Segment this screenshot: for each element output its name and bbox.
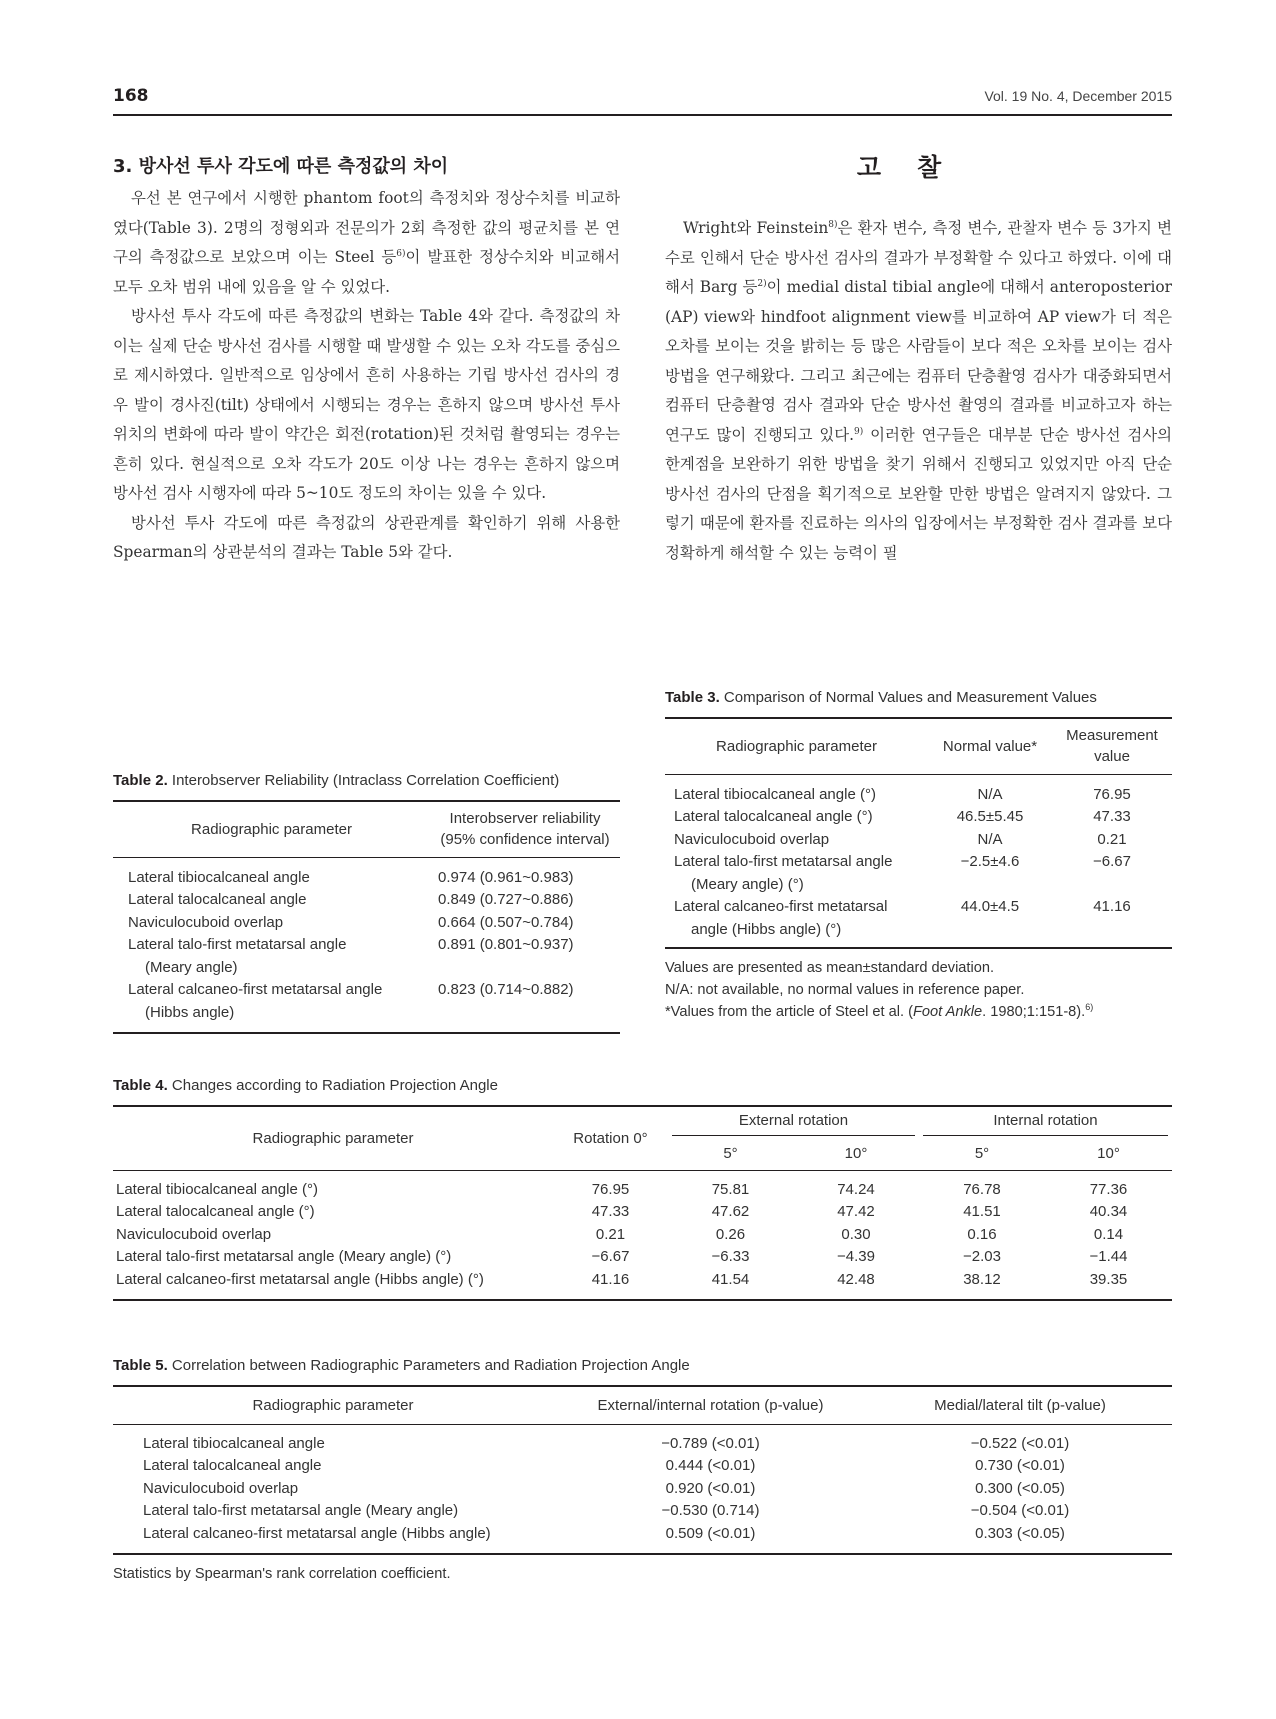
column-header: Measurement value — [1066, 727, 1158, 766]
row-label: Lateral calcaneo-first metatarsal angle (Hibbs angle) — [143, 1524, 491, 1542]
column-group-header: External rotation — [668, 1106, 919, 1138]
table-label: Table 5. — [113, 1357, 168, 1374]
param-name: Lateral talo-first metatarsal angle — [674, 853, 893, 870]
ext-10-value: 47.42 — [837, 1203, 875, 1220]
table-row — [665, 851, 1172, 896]
int-10-value: 77.36 — [1089, 1180, 1128, 1198]
rotation-0-value: 41.16 — [591, 1270, 630, 1288]
citation-wright: 8) — [828, 220, 838, 230]
table-3 — [665, 688, 1172, 1023]
row-label: Lateral talocalcaneal angle — [143, 1457, 322, 1474]
table-row — [113, 979, 620, 1033]
param-name: Lateral calcaneo-first metatarsal — [674, 898, 888, 915]
row-label — [665, 851, 928, 896]
citation-9: 9) — [854, 426, 864, 437]
running-header — [113, 84, 1172, 116]
int-10-value: −1.44 — [1089, 1248, 1128, 1265]
tilt-correlation: 0.300 (<0.05) — [975, 1479, 1065, 1497]
table-title: Interobserver Reliability (Intraclass Correlation Coefficient) — [171, 772, 560, 789]
table-row — [113, 857, 620, 889]
param-name: Lateral talocalcaneal angle — [128, 891, 307, 908]
param-name: Lateral tibiocalcaneal angle (°) — [674, 785, 876, 803]
reliability-value: 0.823 (0.714~0.882) — [438, 981, 574, 998]
reliability-value: 0.891 (0.801~0.937) — [438, 936, 574, 953]
row-label: Lateral talocalcaneal angle (°) — [116, 1203, 315, 1220]
column-header: 10° — [1097, 1145, 1120, 1163]
page-number: 168 — [113, 86, 149, 106]
row-label: Lateral calcaneo-first metatarsal angle (Hibbs angle) (°) — [116, 1270, 484, 1288]
paragraph-text: Wright와 Feinstein — [683, 219, 829, 237]
param-name: Lateral calcaneo-first metatarsal angle — [128, 981, 383, 998]
discussion-heading: 고찰 — [856, 153, 978, 182]
normal-value: 44.0±4.5 — [960, 898, 1020, 915]
rotation-0-value: 47.33 — [591, 1203, 630, 1220]
column-group-header: Internal rotation — [919, 1106, 1172, 1138]
row-label: Lateral tibiocalcaneal angle (°) — [116, 1180, 318, 1198]
column-header: Radiographic parameter — [252, 1129, 414, 1147]
column-header: Radiographic parameter — [252, 1396, 414, 1414]
data-table — [113, 800, 620, 1034]
table-row — [113, 912, 620, 935]
rotation-0-value: −6.67 — [591, 1248, 630, 1265]
table-notes — [113, 1563, 1172, 1585]
table-row — [113, 1201, 1172, 1224]
table-label: Table 4. — [113, 1077, 168, 1094]
tilt-correlation: −0.504 (<0.01) — [970, 1502, 1070, 1519]
column-header: External/internal rotation (p-value) — [597, 1396, 824, 1414]
table-caption — [113, 1076, 1172, 1096]
measurement-value: 41.16 — [1093, 898, 1131, 915]
rotation-0-value: 0.21 — [595, 1225, 626, 1243]
ext-10-value: 0.30 — [841, 1225, 871, 1243]
ext-5-value: 41.54 — [711, 1270, 750, 1288]
table-row — [113, 1455, 1172, 1478]
table-row — [113, 1500, 1172, 1523]
paragraph — [113, 184, 620, 302]
column-header: Normal value* — [942, 737, 1038, 755]
section-title: 3. 방사선 투사 각도에 따른 측정값의 차이 — [113, 156, 449, 177]
ext-5-value: 75.81 — [711, 1180, 750, 1198]
ext-5-value: 0.26 — [715, 1225, 746, 1243]
rotation-0-value: 76.95 — [591, 1180, 630, 1198]
normal-value: N/A — [977, 830, 1003, 848]
table-5 — [113, 1356, 1172, 1585]
int-5-value: 41.51 — [963, 1203, 1001, 1220]
row-label — [665, 774, 928, 806]
ext-5-value: 47.62 — [711, 1203, 750, 1220]
table-note: *Values from the article of Steel et al. (Foot Ankle. 1980;1:151-8).$^{6)}$ — [665, 1002, 1094, 1020]
paragraph-text: 이 medial distal tibial angle에 대해서 anteroposterior (AP) view와 hindfoot alignment view를 비교하여 AP view가 더 적은 오차를 보이는 것을 밝히는 등 많은 사람들이 보다 적은 오차를 보이는 검사 방법을 연구해왔다. 그리고 최근에는 컴퓨터 단층촬영 검사가 대중화되면서 컴퓨터 단층촬영 검사 결과와 단순 방사선 촬영의 결과를 비교하고자 하는 연구도 많이 진행되고 있다. — [665, 278, 1172, 444]
row-label: Naviculocuboid overlap — [143, 1479, 299, 1497]
row-label — [665, 896, 928, 948]
table-note: Statistics by Spearman's rank correlation coefficient. — [113, 1566, 451, 1582]
param-name: Naviculocuboid overlap — [674, 830, 830, 848]
row-label — [665, 829, 928, 852]
int-10-value: 0.14 — [1093, 1225, 1124, 1243]
reliability-value: 0.974 (0.961~0.983) — [438, 868, 574, 886]
paragraph: 방사선 투사 각도에 따른 측정값의 상관관계를 확인하기 위해 사용한 Spearman의 상관분석의 결과는 Table 5와 같다. — [113, 513, 620, 561]
row-label — [113, 912, 430, 935]
table-caption — [665, 688, 1172, 708]
paragraph-text: 우선 본 연구에서 시행한 phantom foot의 측정치와 정상수치를 비교하였다(Table 3). 2명의 정형외과 전문의가 2회 측정한 값의 평균치를 본 연구의 측정값으로 보았으며 이는 Steel 등 — [113, 189, 620, 266]
table-note: N/A: not available, no normal values in reference paper. — [665, 982, 1025, 998]
journal-reference: Vol. 19 No. 4, December 2015 — [984, 88, 1172, 104]
table-row — [113, 934, 620, 979]
column-header: Radiographic parameter — [191, 820, 352, 838]
measurement-value: 47.33 — [1093, 808, 1131, 825]
int-10-value: 40.34 — [1089, 1203, 1128, 1220]
reliability-value: 0.664 (0.507~0.784) — [438, 913, 574, 931]
param-subname: (Meary angle) (°) — [691, 875, 804, 893]
tilt-correlation: 0.303 (<0.05) — [975, 1524, 1065, 1542]
param-name: Lateral tibiocalcaneal angle — [128, 868, 310, 886]
table-title: Changes according to Radiation Projection Angle — [171, 1077, 498, 1094]
data-table — [113, 1385, 1172, 1555]
paragraph-text: 이 발표한 정상수치와 비교해서 모두 오차 범위 내에 있음을 알 수 있었다. — [113, 248, 620, 296]
ext-10-value: −4.39 — [837, 1248, 875, 1265]
data-table — [665, 717, 1172, 949]
row-label: Lateral talo-first metatarsal angle (Meary angle) — [143, 1502, 459, 1519]
param-name: Lateral talocalcaneal angle (°) — [674, 808, 873, 825]
rotation-correlation: −0.789 (<0.01) — [661, 1434, 760, 1452]
paragraph-text: 이러한 연구들은 대부분 단순 방사선 검사의 한계점을 보완하기 위한 방법을 찾기 위해서 진행되고 있었지만 아직 단순 방사선 검사의 단점을 획기적으로 보완할 만한 방법은 알려지지 않았다. 그렇기 때문에 환자를 진료하는 의사의 입장에서는 부정확한 검사 결과를 보다 정확하게 해석할 수 있는 능력이 필 — [665, 425, 1172, 562]
table-label: Table 2. — [113, 772, 168, 789]
column-header: 5° — [723, 1145, 738, 1163]
ext-10-value: 74.24 — [837, 1180, 875, 1198]
rotation-correlation: −0.530 (0.714) — [661, 1502, 760, 1519]
measurement-value: 76.95 — [1093, 785, 1131, 803]
normal-value: −2.5±4.6 — [960, 853, 1020, 870]
measurement-value: −6.67 — [1093, 853, 1131, 870]
param-name: Naviculocuboid overlap — [128, 913, 284, 931]
table-row — [113, 1424, 1172, 1455]
left-text-column — [113, 152, 620, 568]
table-2 — [113, 771, 620, 1034]
table-notes — [665, 957, 1172, 1023]
row-label — [113, 889, 430, 912]
right-text-column — [665, 214, 1172, 568]
table-4 — [113, 1076, 1172, 1301]
param-name: Lateral talo-first metatarsal angle — [128, 936, 347, 953]
int-10-value: 39.35 — [1089, 1270, 1128, 1288]
column-header: Interobserver reliability (95% confidence interval) — [440, 810, 610, 849]
param-subname: (Meary angle) — [145, 958, 238, 976]
table-row — [113, 1478, 1172, 1501]
citation-steel: 6) — [396, 249, 406, 259]
table-row — [113, 1224, 1172, 1247]
row-label: Lateral tibiocalcaneal angle — [143, 1434, 325, 1452]
paragraph-text: 은 환자 변수, 측정 변수, 관찰자 변수 등 3가지 변수로 인해서 단순 방사선 검사의 결과가 부정확할 수 있다고 하였다. 이에 대해서 Barg 등 — [665, 219, 1172, 296]
table-label: Table 3. — [665, 689, 720, 706]
table-title: Correlation between Radiographic Parameters and Radiation Projection Angle — [171, 1357, 690, 1374]
ext-10-value: 42.48 — [837, 1270, 875, 1288]
paragraph — [665, 214, 1172, 568]
table-row — [113, 1523, 1172, 1555]
table-row — [665, 774, 1172, 806]
table-row — [113, 1246, 1172, 1269]
table-row — [113, 1170, 1172, 1201]
row-label — [113, 857, 430, 889]
table-caption — [113, 771, 620, 791]
normal-value: N/A — [977, 785, 1003, 803]
param-subname: (Hibbs angle) — [145, 1003, 235, 1021]
paragraph: 방사선 투사 각도에 따른 측정값의 변화는 Table 4와 같다. 측정값의 차이는 실제 단순 방사선 검사를 시행할 때 발생할 수 있는 오차 각도를 중심으로 제시하였다. 일반적으로 임상에서 흔히 사용하는 기립 방사선 검사의 경우 발이 경사진(tilt) 상태에서 시행되는 경우는 흔하지 않으며 방사선 투사 위치의 변화에 따라 발이 약간은 회전(rotation)된 것처럼 촬영되는 경우는 흔히 있다. 현실적으로 오차 각도가 20도 이상 나는 경우는 흔하지 않으며 방사선 검사 시행자에 따라 5~10도 정도의 차이는 있을 수 있다. — [113, 307, 620, 502]
int-5-value: 0.16 — [967, 1225, 997, 1243]
tilt-correlation: −0.522 (<0.01) — [970, 1434, 1070, 1452]
measurement-value: 0.21 — [1097, 830, 1127, 848]
data-table — [113, 1105, 1172, 1301]
row-label: Lateral talo-first metatarsal angle (Meary angle) (°) — [116, 1248, 452, 1265]
reliability-value: 0.849 (0.727~0.886) — [438, 891, 574, 908]
table-title: Comparison of Normal Values and Measurement Values — [723, 689, 1097, 706]
table-row — [665, 829, 1172, 852]
normal-value: 46.5±5.45 — [956, 808, 1024, 825]
row-label — [113, 979, 430, 1033]
param-subname: angle (Hibbs angle) (°) — [691, 920, 842, 938]
rotation-correlation: 0.509 (<0.01) — [665, 1524, 756, 1542]
int-5-value: −2.03 — [963, 1248, 1001, 1265]
citation-barg: 2) — [757, 279, 767, 289]
column-header: 5° — [974, 1145, 990, 1163]
row-label — [113, 934, 430, 979]
table-caption — [113, 1356, 1172, 1376]
column-header: Rotation 0° — [573, 1129, 648, 1147]
column-header: Medial/lateral tilt (p-value) — [934, 1396, 1106, 1414]
rotation-correlation: 0.920 (<0.01) — [665, 1479, 756, 1497]
row-label — [665, 806, 928, 829]
int-5-value: 38.12 — [963, 1270, 1001, 1288]
row-label: Naviculocuboid overlap — [116, 1225, 272, 1243]
table-row — [665, 896, 1172, 948]
table-row — [113, 889, 620, 912]
column-header: 10° — [844, 1145, 868, 1163]
rotation-correlation: 0.444 (<0.01) — [665, 1457, 756, 1474]
ext-5-value: −6.33 — [711, 1248, 750, 1265]
table-note: Values are presented as mean±standard deviation. — [665, 960, 995, 976]
int-5-value: 76.78 — [963, 1180, 1001, 1198]
table-row — [665, 806, 1172, 829]
table-row — [113, 1269, 1172, 1301]
tilt-correlation: 0.730 (<0.01) — [975, 1457, 1065, 1474]
column-header: Radiographic parameter — [716, 737, 877, 755]
